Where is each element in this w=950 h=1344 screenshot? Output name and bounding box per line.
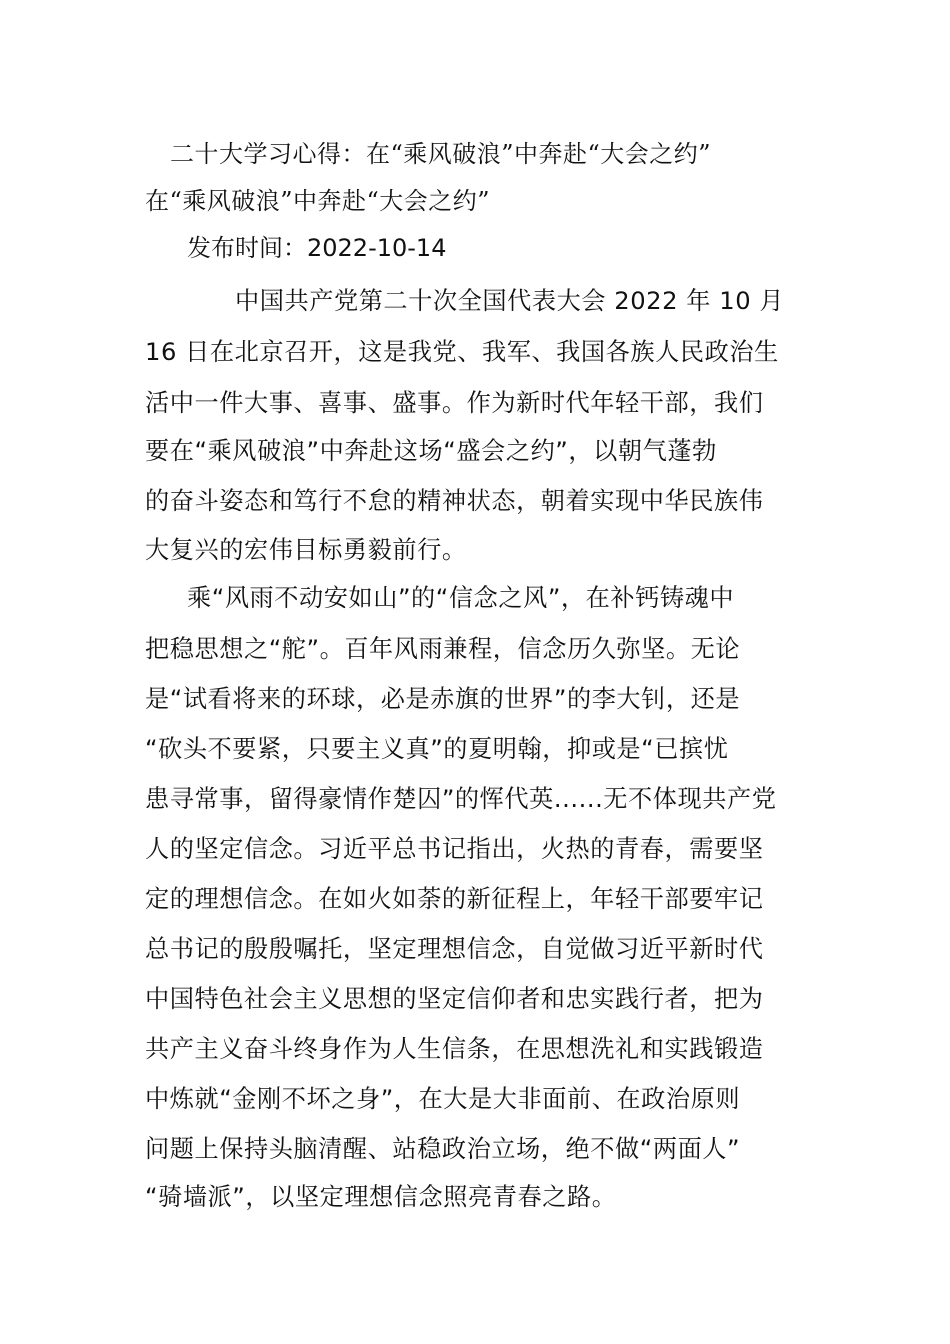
document-title: 二十大学习心得：在“乘风破浪”中奔赴“大会之约” [170, 140, 712, 168]
paragraph-line: “砍头不要紧，只要主义真”的夏明翰，抑或是“已摈忧 [145, 735, 729, 763]
paragraph-line: 把稳思想之“舵”。百年风雨兼程，信念历久弥坚。无论 [145, 635, 741, 663]
paragraph-line: 大复兴的宏伟目标勇毅前行。 [145, 536, 467, 564]
paragraph-line: 定的理想信念。在如火如荼的新征程上，年轻干部要牢记 [145, 885, 764, 913]
paragraph-line: 总书记的殷殷嘱托，坚定理想信念，自觉做习近平新时代 [145, 935, 764, 963]
paragraph-line: 人的坚定信念。习近平总书记指出，火热的青春，需要坚 [145, 835, 764, 863]
publish-date: 发布时间：2022-10-14 [187, 234, 447, 262]
document-subtitle: 在“乘风破浪”中奔赴“大会之约” [145, 187, 491, 215]
paragraph-line: 中国共产党第二十次全国代表大会 2022 年 10 月 [235, 287, 785, 315]
paragraph-line: 乘“风雨不动安如山”的“信念之风”，在补钙铸魂中 [187, 584, 735, 612]
paragraph-line: 中炼就“金刚不坏之身”，在大是大非面前、在政治原则 [145, 1085, 741, 1113]
paragraph-line: 共产主义奋斗终身作为人生信条，在思想洗礼和实践锻造 [145, 1035, 764, 1063]
paragraph-line: 要在“乘风破浪”中奔赴这场“盛会之约”，以朝气蓬勃 [145, 437, 717, 465]
paragraph-line: 中国特色社会主义思想的坚定信仰者和忠实践行者，把为 [145, 985, 764, 1013]
paragraph-line: 问题上保持头脑清醒、站稳政治立场，绝不做“两面人” [145, 1135, 741, 1163]
paragraph-line: 16 日在北京召开，这是我党、我军、我国各族人民政治生 [145, 338, 779, 366]
paragraph-line: 是“试看将来的环球，必是赤旗的世界”的李大钊，还是 [145, 685, 741, 713]
paragraph-line: “骑墙派”，以坚定理想信念照亮青春之路。 [145, 1183, 617, 1211]
paragraph-line: 的奋斗姿态和笃行不怠的精神状态，朝着实现中华民族伟 [145, 487, 764, 515]
paragraph-line: 活中一件大事、喜事、盛事。作为新时代年轻干部，我们 [145, 389, 764, 417]
paragraph-line: 患寻常事，留得豪情作楚囚”的恽代英......无不体现共产党 [145, 785, 777, 813]
